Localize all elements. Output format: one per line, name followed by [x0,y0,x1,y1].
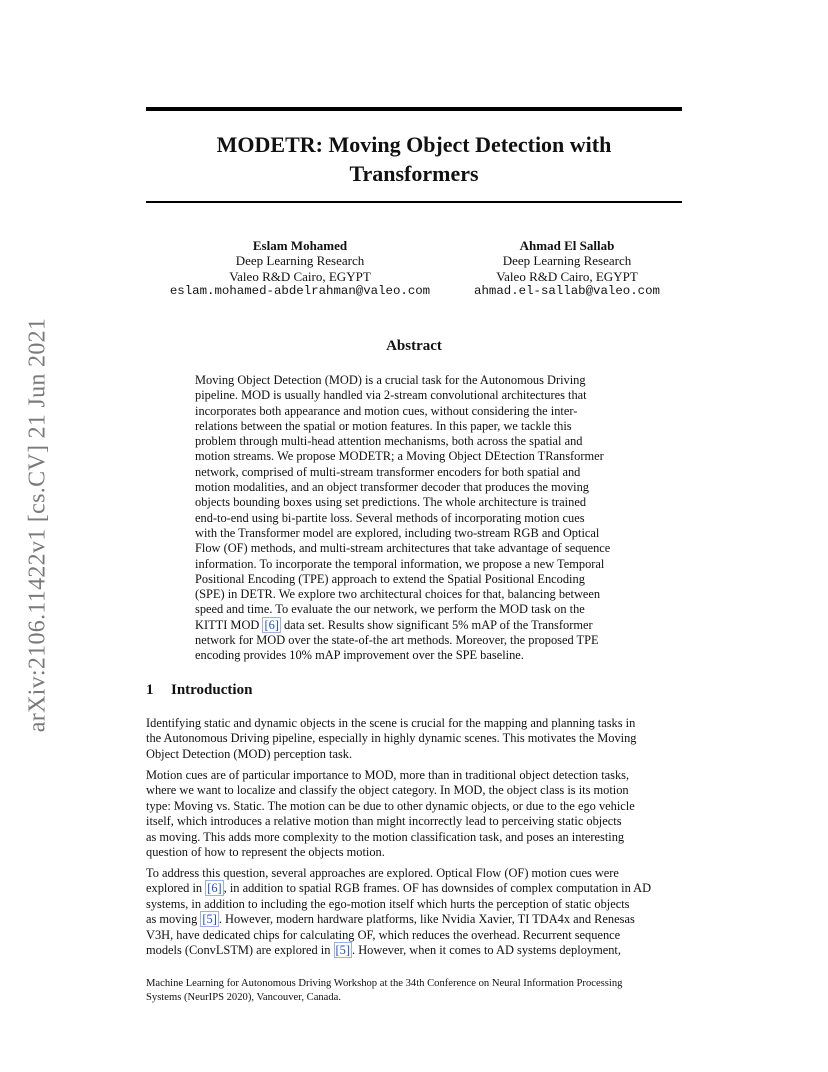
footnote-line: Systems (NeurIPS 2020), Vancouver, Canada. [146,991,342,1003]
author-name: Ahmad El Sallab [519,238,615,253]
paragraph-line [146,881,682,896]
paragraph-text: , in addition to spatial RGB frames. OF has downsides of complex computation in AD [223,881,652,896]
abstract-line: pipeline. MOD is usually handled via 2-stream convolutional architectures that [195,388,587,403]
abstract-line: speed and time. To evaluate the our network, we perform the MOD task on the [195,602,585,617]
section-title: Introduction [171,682,253,698]
paper-title [146,130,682,188]
author-name: Eslam Mohamed [252,238,348,253]
author-location: Valeo R&D Cairo, EGYPT [496,268,638,284]
abstract-line: information. To incorporate the temporal information, we propose a new Temporal [195,556,605,571]
citation-link[interactable]: [5] [202,912,217,927]
abstract-line: motion modalities, and an object transformer decoder that produces the moving [195,480,589,495]
author-email[interactable]: eslam.mohamed-abdelrahman@valeo.com [169,284,431,299]
abstract-body [195,373,635,664]
paragraph-line: Object Detection (MOD) perception task. [146,746,353,761]
abstract-line: Positional Encoding (TPE) approach to extend the Spatial Positional Encoding [195,571,585,586]
paragraph-line: type: Moving vs. Static. The motion can be due to other dynamic objects, or due to the ego vehicle [146,798,635,813]
author-location: Valeo R&D Cairo, EGYPT [229,268,371,284]
paragraph-line: systems, in addition to including the ego-motion itself which hurts the perception of static objects [146,896,630,911]
paragraph-line: question of how to represent the objects motion. [146,845,385,860]
author-email[interactable]: ahmad.el-sallab@valeo.com [474,284,660,299]
abstract-text: data set. Results show significant 5% mAP of the Transformer [280,617,593,632]
venue-footnote [146,977,682,1004]
author-affiliation: Deep Learning Research [235,253,365,269]
paragraph-line [146,912,682,927]
abstract-line [195,618,635,633]
footnote-line: Machine Learning for Autonomous Driving Workshop at the 34th Conference on Neural Information Processing [146,978,623,989]
section-number: 1 [146,682,154,698]
paragraph-text: explored in [146,881,206,896]
abstract-line: end-to-end using bi-partite loss. Several methods of incorporating motion cues [195,510,585,525]
paragraph-line: as moving. This adds more complexity to the motion classification task, and poses an interesting [146,829,625,844]
paragraph-line: To address this question, several approaches are explored. Optical Flow (OF) motion cues were [146,866,619,880]
abstract-line: Flow (OF) methods, and multi-stream architectures that take advantage of sequence [195,541,611,556]
author-block [450,238,684,300]
paragraph-line: Motion cues are of particular importance to MOD, more than in traditional object detection tasks, [146,768,630,782]
body-paragraph [146,716,682,762]
abstract-line: network, comprised of multi-stream transformer encoders for both spatial and [195,464,581,479]
abstract-line: Moving Object Detection (MOD) is a crucial task for the Autonomous Driving [195,373,586,387]
abstract-line: with the Transformer model are explored, including two-stream RGB and Optical [195,525,600,540]
paragraph-text: models (ConvLSTM) are explored in [146,943,334,958]
abstract-line: objects bounding boxes using set predictions. The whole architecture is trained [195,495,587,510]
paragraph-line: itself, which introduces a relative motion than might incorrectly lead to perceiving static objects [146,814,622,829]
author-block [150,238,450,300]
abstract-line: problem through multi-head attention mechanisms, both across the spatial and [195,434,583,449]
abstract-line: network for MOD over the state-of-the art methods. Moreover, the proposed TPE [195,633,599,648]
paragraph-text: . However, when it comes to AD systems deployment, [352,943,621,958]
abstract-line: relations between the spatial or motion features. In this paper, we tackle this [195,418,572,433]
paragraph-text: as moving [146,912,201,927]
abstract-line: (SPE) in DETR. We explore two architectural choices for that, balancing between [195,587,601,602]
title-rule-top [146,107,682,111]
citation-link[interactable]: [5] [335,943,350,958]
author-affiliation: Deep Learning Research [502,253,632,269]
paragraph-line: the Autonomous Driving pipeline, especially in highly dynamic scenes. This motivates the Moving [146,731,637,746]
abstract-text: KITTI MOD [195,617,263,632]
body-paragraph [146,866,682,958]
paragraph-line: V3H, have dedicated chips for calculating OF, which reduces the overhead. Recurrent sequence [146,927,621,942]
abstract-line: incorporates both appearance and motion cues, without considering the inter- [195,403,578,418]
abstract-heading: Abstract [386,338,442,354]
paper-title-line: MODETR: Moving Object Detection with [216,132,612,157]
abstract-line: encoding provides 10% mAP improvement over the SPE baseline. [195,648,524,663]
paragraph-text: . However, modern hardware platforms, like Nvidia Xavier, TI TDA4x and Renesas [218,912,635,927]
body-paragraph [146,768,682,860]
abstract-line: motion streams. We propose MODETR; a Moving Object DEtection TRansformer [195,449,604,464]
arxiv-identifier-stamp: arXiv:2106.11422v1 [cs.CV] 21 Jun 2021 [24,317,51,733]
paragraph-line: where we want to localize and classify the object category. In MOD, the object class is its motion [146,783,629,798]
paper-title-line: Transformers [349,161,479,186]
paragraph-line [146,943,682,958]
citation-link[interactable]: [6] [264,617,279,632]
citation-link[interactable]: [6] [207,881,222,896]
section-heading-introduction [146,681,252,699]
title-rule-bottom [146,201,682,203]
paragraph-line: Identifying static and dynamic objects in the scene is crucial for the mapping and planning tasks in [146,716,636,730]
